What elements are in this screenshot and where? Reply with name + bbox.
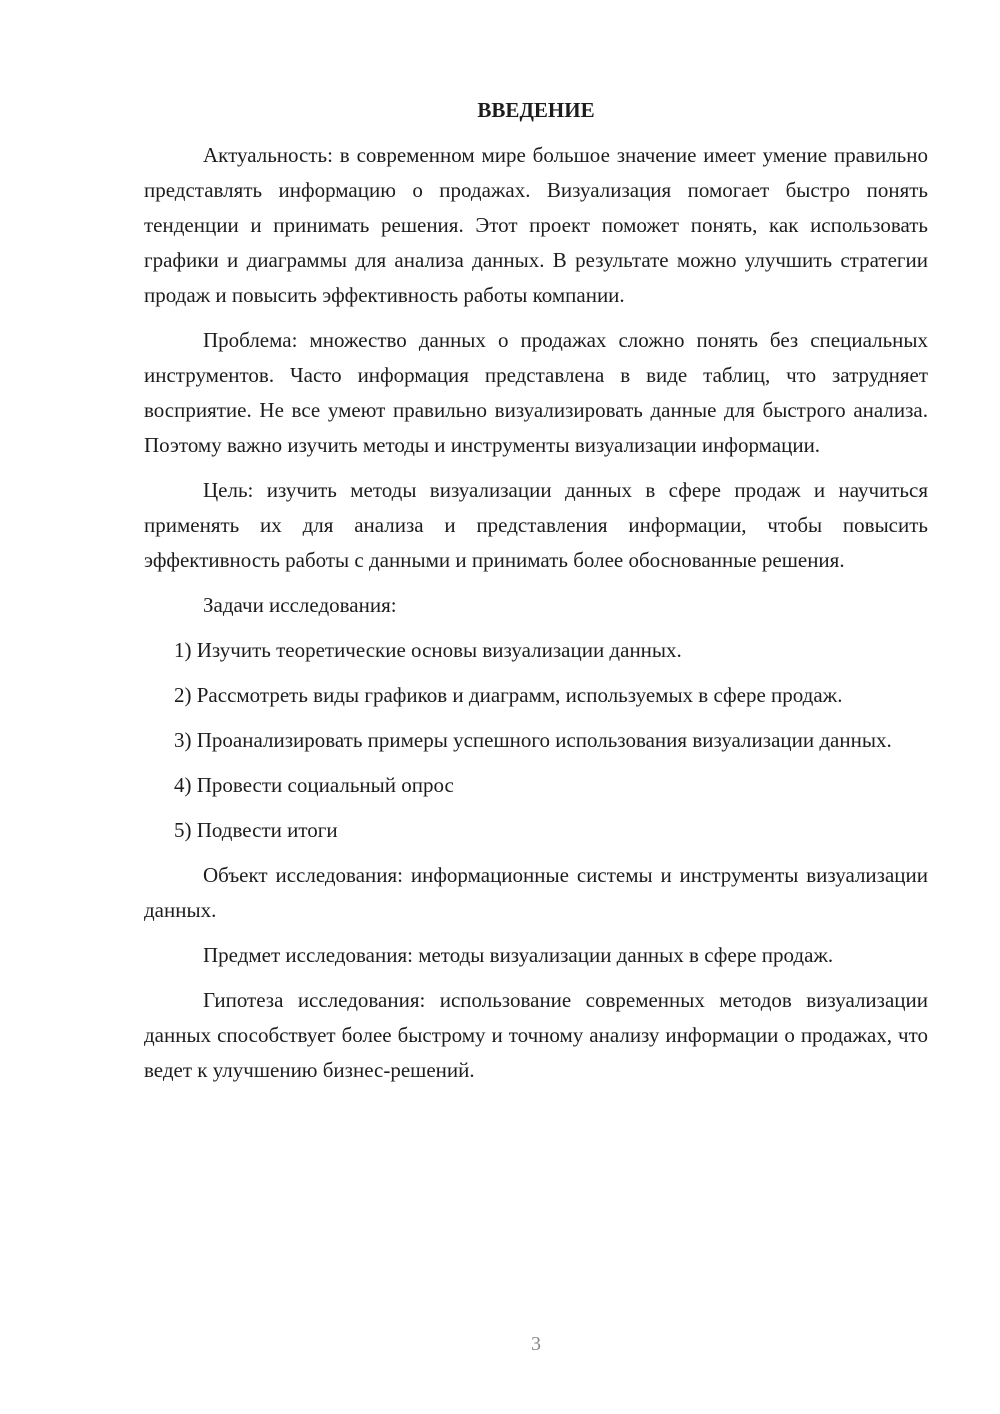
task-item-3: 3) Проанализировать примеры успешного использования визуализации данных. (174, 728, 892, 752)
goal-paragraph: Цель: изучить методы визуализации данных в сфере продаж и научиться применять их для анализа и представления информации, чтобы повысить эффективность работы с данными и принимать более обоснованные решения. (144, 478, 928, 572)
relevance-paragraph: Актуальность: в современном мире большое значение имеет умение правильно представлять информацию о продажах. Визуализация помогает быстро понять тенденции и принимать решения. Этот проект поможет понять, как использовать графики и диаграммы для анализа данных. В результате можно улучшить стратегии продаж и повысить эффективность работы компании. (144, 143, 928, 307)
object-paragraph: Объект исследования: информационные системы и инструменты визуализации данных. (144, 863, 928, 922)
hypothesis-paragraph: Гипотеза исследования: использование современных методов визуализации данных способствует более быстрому и точному анализу информации о продажах, что ведет к улучшению бизнес-решений. (144, 988, 928, 1082)
task-item-5: 5) Подвести итоги (174, 818, 338, 842)
document-body (144, 93, 928, 1098)
problem-paragraph: Проблема: множество данных о продажах сложно понять без специальных инструментов. Часто информация представлена в виде таблиц, что затрудняет восприятие. Не все умеют правильно визуализировать данные для быстрого анализа. Поэтому важно изучить методы и инструменты визуализации информации. (144, 328, 928, 457)
page-number: 3 (531, 1333, 541, 1355)
subject-paragraph: Предмет исследования: методы визуализации данных в сфере продаж. (203, 943, 834, 967)
section-heading: ВВЕДЕНИЕ (477, 98, 595, 122)
task-item-2: 2) Рассмотреть виды графиков и диаграмм, используемых в сфере продаж. (174, 683, 843, 707)
tasks-heading: Задачи исследования: (203, 593, 397, 617)
task-item-4: 4) Провести социальный опрос (174, 773, 454, 797)
task-item-1: 1) Изучить теоретические основы визуализации данных. (174, 638, 682, 662)
